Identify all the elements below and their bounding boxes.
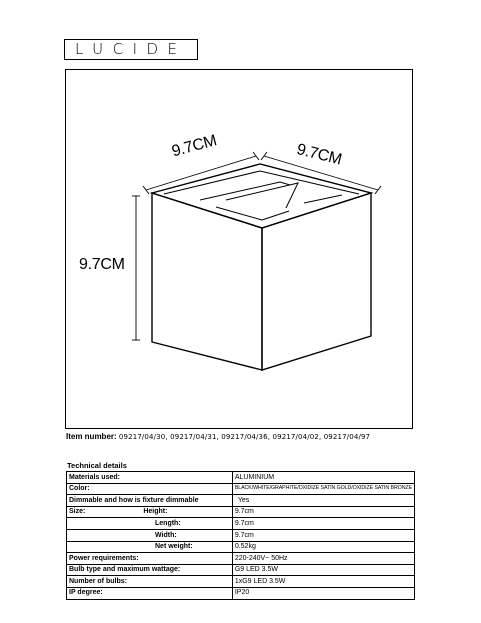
row-label: Bulb type and maximum wattage:: [67, 564, 233, 576]
row-label: IP degree:: [67, 587, 233, 599]
row-label: Color:: [67, 483, 233, 495]
cube-drawing: [66, 70, 414, 430]
table-row: [67, 553, 415, 565]
table-row: [67, 576, 415, 588]
table-row: [67, 587, 415, 599]
row-value: Yes: [232, 495, 414, 507]
row-label: Power requirements:: [67, 553, 233, 565]
row-sublabel: Height:: [143, 508, 168, 516]
item-number-value: 09217/04/30, 09217/04/31, 09217/04/36, 09217/04/02, 09217/04/97: [118, 433, 371, 441]
row-sublabel: Width:: [155, 531, 177, 539]
table-row: [67, 506, 415, 518]
row-label: [67, 518, 233, 530]
row-value: ALUMINIUM: [232, 472, 414, 484]
row-value: 0.52kg: [232, 541, 414, 553]
cube-outline: [152, 164, 371, 370]
row-value: IP20: [232, 587, 414, 599]
row-label: Number of bulbs:: [67, 576, 233, 588]
row-label: Materials used:: [67, 472, 233, 484]
dimension-width-label: 9.7CM: [170, 132, 219, 161]
table-row: [67, 518, 415, 530]
brand-logo: [64, 38, 198, 60]
item-number-label: Item number:: [66, 432, 117, 441]
technical-details-table: [66, 471, 415, 600]
logo-text: LUCIDE: [64, 39, 198, 60]
product-drawing: [65, 69, 413, 429]
row-value: 9.7cm: [232, 518, 414, 530]
row-value: BLACK/WHITE/GRAPHITE/OXIDIZE SATIN GOLD/OXIDIZE SATIN BRONZE: [232, 483, 414, 495]
dimension-depth-label: 9.7CM: [294, 141, 344, 169]
technical-details-title: Technical details: [67, 461, 127, 470]
row-label: Size: Height:: [67, 506, 233, 518]
row-label: [67, 529, 233, 541]
row-label: Dimmable and how is fixture dimmable: [67, 495, 233, 507]
table-row: [67, 495, 415, 507]
table-row: [67, 541, 415, 553]
row-value: 9.7cm: [232, 506, 414, 518]
row-sublabel: Net weight:: [155, 543, 193, 551]
row-value: 9.7cm: [232, 529, 414, 541]
item-number: [66, 432, 370, 441]
table-row: [67, 472, 415, 484]
table-row: [67, 483, 415, 495]
dimension-height-label: 9.7CM: [79, 256, 125, 273]
row-label: [67, 541, 233, 553]
row-value: 220-240V~ 50Hz: [232, 553, 414, 565]
table-row: [67, 564, 415, 576]
table-row: [67, 529, 415, 541]
dimension-lines: [132, 152, 381, 340]
row-value: G9 LED 3.5W: [232, 564, 414, 576]
row-value: 1xG9 LED 3.5W: [232, 576, 414, 588]
row-sublabel: Length:: [155, 519, 181, 527]
